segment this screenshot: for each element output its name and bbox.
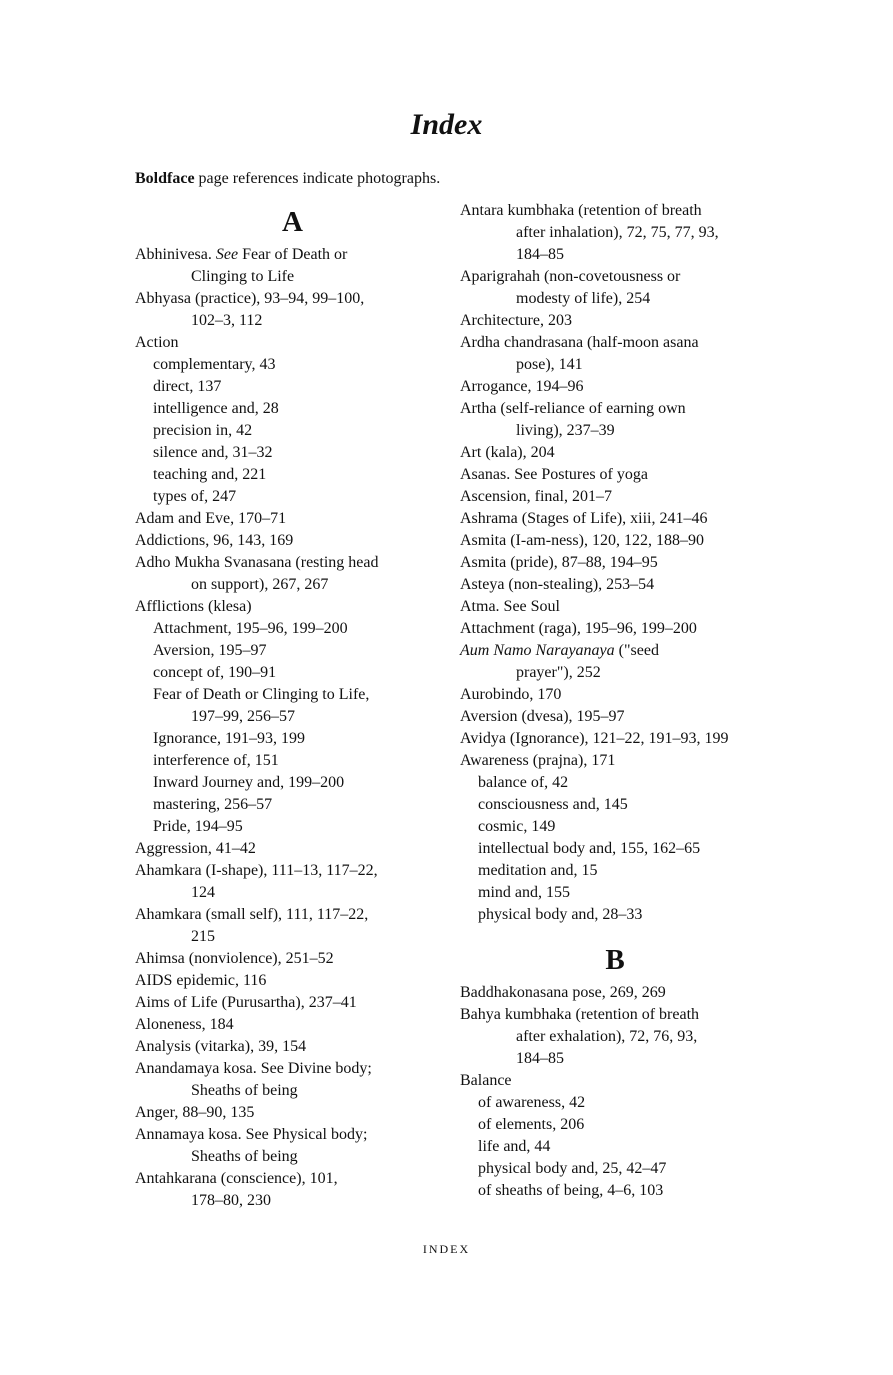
- index-entry: Ahimsa (nonviolence), 251–52: [135, 950, 334, 967]
- index-entry: Abhyasa (practice), 93–94, 99–100,: [135, 290, 365, 307]
- index-entry: Asanas. See Postures of yoga: [460, 466, 648, 483]
- index-entry: Asmita (pride), 87–88, 194–95: [460, 554, 658, 571]
- index-subentry: cosmic, 149: [478, 818, 556, 835]
- index-subentry: meditation and, 15: [478, 862, 598, 879]
- index-subentry: of awareness, 42: [478, 1094, 586, 1111]
- section-letter-a: A: [282, 206, 303, 238]
- index-entry: Analysis (vitarka), 39, 154: [135, 1038, 307, 1055]
- index-entry-continuation: modesty of life), 254: [516, 290, 651, 307]
- index-entry: Ashrama (Stages of Life), xiii, 241–46: [460, 510, 708, 527]
- page-folio: INDEX: [422, 1242, 471, 1256]
- index-entry: Ascension, final, 201–7: [460, 488, 612, 505]
- index-entry: Anandamaya kosa. See Divine body;: [135, 1060, 372, 1077]
- index-entry: Atma. See Soul: [460, 598, 560, 615]
- index-entry: AIDS epidemic, 116: [135, 972, 267, 989]
- index-entry: Attachment (raga), 195–96, 199–200: [460, 620, 697, 637]
- index-entry: Aloneness, 184: [135, 1016, 234, 1033]
- index-entry-continuation: 197–99, 256–57: [191, 708, 295, 725]
- index-entry: Arrogance, 194–96: [460, 378, 584, 395]
- index-entry: Balance: [460, 1072, 512, 1089]
- index-subentry: Inward Journey and, 199–200: [153, 774, 345, 791]
- index-subentry: life and, 44: [478, 1138, 551, 1155]
- index-entry: Asteya (non-stealing), 253–54: [460, 576, 655, 593]
- index-subentry: physical body and, 28–33: [478, 906, 643, 923]
- index-entry: Awareness (prajna), 171: [460, 752, 616, 769]
- index-entry: Antahkarana (conscience), 101,: [135, 1170, 338, 1187]
- index-entry-continuation: Sheaths of being: [191, 1082, 298, 1099]
- index-subentry: of sheaths of being, 4–6, 103: [478, 1182, 664, 1199]
- index-entry-continuation: Sheaths of being: [191, 1148, 298, 1165]
- index-entry: Anger, 88–90, 135: [135, 1104, 255, 1121]
- index-entry-continuation: 184–85: [516, 246, 564, 263]
- index-entry-continuation: 184–85: [516, 1050, 564, 1067]
- index-subentry: concept of, 190–91: [153, 664, 277, 681]
- index-entry: Art (kala), 204: [460, 444, 555, 461]
- index-entry: Architecture, 203: [460, 312, 572, 329]
- index-entry: Addictions, 96, 143, 169: [135, 532, 294, 549]
- index-entry-continuation: prayer"), 252: [516, 664, 601, 681]
- index-entry: Antara kumbhaka (retention of breath: [460, 202, 702, 219]
- index-entry: Aims of Life (Purusartha), 237–41: [135, 994, 357, 1011]
- index-entry-continuation: 178–80, 230: [191, 1192, 271, 1209]
- index-entry: Aparigrahah (non-covetousness or: [460, 268, 681, 285]
- index-subentry: teaching and, 221: [153, 466, 267, 483]
- index-subentry: interference of, 151: [153, 752, 279, 769]
- index-subentry: Fear of Death or Clinging to Life,: [153, 686, 370, 703]
- index-entry: Adam and Eve, 170–71: [135, 510, 287, 527]
- index-subentry: precision in, 42: [153, 422, 253, 439]
- index-subentry: intellectual body and, 155, 162–65: [478, 840, 701, 857]
- index-entry: Adho Mukha Svanasana (resting head: [135, 554, 379, 571]
- index-entry: Abhinivesa. See Fear of Death or: [135, 246, 348, 263]
- index-subentry: silence and, 31–32: [153, 444, 273, 461]
- note-bold-word: Boldface: [135, 170, 195, 187]
- index-entry-continuation: 124: [191, 884, 215, 901]
- index-entry: Asmita (I-am-ness), 120, 122, 188–90: [460, 532, 704, 549]
- index-entry-continuation: on support), 267, 267: [191, 576, 329, 593]
- index-entry-continuation: living), 237–39: [516, 422, 615, 439]
- index-entry: Ahamkara (I-shape), 111–13, 117–22,: [135, 862, 378, 879]
- index-entry: Action: [135, 334, 179, 351]
- index-subentry: Attachment, 195–96, 199–200: [153, 620, 348, 637]
- index-entry: Ahamkara (small self), 111, 117–22,: [135, 906, 369, 923]
- index-entry-continuation: Clinging to Life: [191, 268, 295, 285]
- index-entry: Aggression, 41–42: [135, 840, 256, 857]
- section-letter-b: B: [605, 944, 625, 976]
- index-entry: Annamaya kosa. See Physical body;: [135, 1126, 368, 1143]
- page-title: Index: [410, 108, 483, 141]
- index-subentry: types of, 247: [153, 488, 237, 505]
- index-entry: Aum Namo Narayanaya ("seed: [460, 642, 659, 659]
- index-entry-continuation: 215: [191, 928, 215, 945]
- index-subentry: intelligence and, 28: [153, 400, 279, 417]
- index-entry: Baddhakonasana pose, 269, 269: [460, 984, 666, 1001]
- index-entry-continuation: 102–3, 112: [191, 312, 263, 329]
- index-subentry: mastering, 256–57: [153, 796, 273, 813]
- index-entry: Aurobindo, 170: [460, 686, 562, 703]
- index-column-right: [460, 200, 770, 1202]
- index-subentry: Ignorance, 191–93, 199: [153, 730, 305, 747]
- index-entry: Afflictions (klesa): [135, 598, 252, 615]
- index-subentry: direct, 137: [153, 378, 222, 395]
- index-subentry: Aversion, 195–97: [153, 642, 267, 659]
- index-subentry: physical body and, 25, 42–47: [478, 1160, 667, 1177]
- index-subentry: balance of, 42: [478, 774, 569, 791]
- index-column-left: [135, 200, 450, 1212]
- index-entry: Artha (self-reliance of earning own: [460, 400, 686, 417]
- index-subentry: Pride, 194–95: [153, 818, 243, 835]
- index-entry-continuation: after inhalation), 72, 75, 77, 93,: [516, 224, 719, 241]
- note-text: page references indicate photographs.: [194, 170, 441, 187]
- index-entry: Aversion (dvesa), 195–97: [460, 708, 625, 725]
- index-entry-continuation: after exhalation), 72, 76, 93,: [516, 1028, 698, 1045]
- index-subentry: of elements, 206: [478, 1116, 585, 1133]
- index-entry: Bahya kumbhaka (retention of breath: [460, 1006, 700, 1023]
- index-entry-continuation: pose), 141: [516, 356, 583, 373]
- index-entry: Ardha chandrasana (half-moon asana: [460, 334, 699, 351]
- index-subentry: complementary, 43: [153, 356, 276, 373]
- boldface-note: [135, 170, 440, 188]
- index-entry: Avidya (Ignorance), 121–22, 191–93, 199: [460, 730, 729, 747]
- index-subentry: consciousness and, 145: [478, 796, 628, 813]
- index-subentry: mind and, 155: [478, 884, 570, 901]
